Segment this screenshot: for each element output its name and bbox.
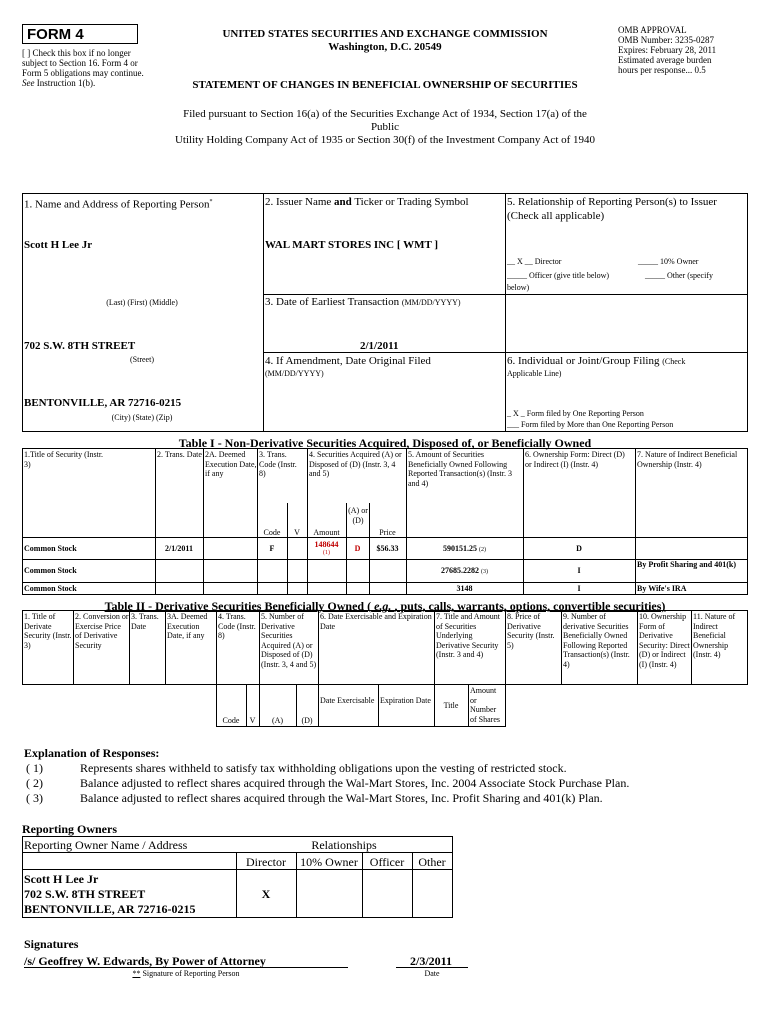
below-text: below) xyxy=(507,283,530,292)
t1-col3-header: 3. Trans. Code (Instr. 8) xyxy=(259,450,297,478)
t2-col7-header: 7. Title and Amount of Securities Underlying Derivative Security (Instr. 3 and 4) xyxy=(436,612,501,659)
table2-title-post: , puts, calls, warrants, options, convertible securities) xyxy=(394,599,666,613)
t1-sub-price: Price xyxy=(379,528,396,537)
box4-label: 4. If Amendment, Date Original Filed xyxy=(265,355,431,367)
filed-pursuant xyxy=(90,108,680,147)
t1-row1-amount xyxy=(307,540,346,556)
t1-row1-owned-fn: (2) xyxy=(479,547,486,553)
statement-title: STATEMENT OF CHANGES IN BENEFICIAL OWNERSHIP OF SECURITIES xyxy=(192,79,578,91)
box1-label xyxy=(24,196,212,212)
owner-col-director: Director xyxy=(246,855,286,869)
owner-director-mark: X xyxy=(261,887,271,901)
table2-title-eg: e.g. xyxy=(371,599,395,613)
see-word: See xyxy=(22,78,35,88)
signature-value: /s/ Geoffrey W. Edwards, By Power of Attorney xyxy=(24,954,266,968)
signature-caption xyxy=(24,969,348,979)
box2-label-pre: 2. Issuer Name xyxy=(265,196,335,208)
omb-line: OMB Number: 3235-0287 xyxy=(618,35,714,45)
t1-row1-date: 2/1/2011 xyxy=(164,544,193,553)
footnote-num: ( 1) xyxy=(26,761,43,775)
t1-sub-v: V xyxy=(294,528,300,537)
t1-row2-owned-value: 27685.2282 xyxy=(441,566,479,575)
t1-row3-title: Common Stock xyxy=(24,584,77,593)
reporting-owners-title: Reporting Owners xyxy=(22,822,117,836)
box2-label xyxy=(265,196,469,209)
signatures-title: Signatures xyxy=(24,937,79,951)
t2-col3a-header: 3A. Deemed Execution Date, if any xyxy=(167,612,208,640)
box1-label-text: 1. Name and Address of Reporting Person xyxy=(24,198,210,211)
one-person-filing: _ X _ Form filed by One Reporting Person xyxy=(507,409,644,418)
reporting-person-name: Scott H Lee Jr xyxy=(24,239,93,251)
t2-sub-exp: Expiration Date xyxy=(380,696,431,705)
t2-sub-a: (A) xyxy=(271,716,284,725)
t1-row1-code: F xyxy=(269,544,275,553)
officer-check: _____ Officer (give title below) xyxy=(507,271,610,280)
t1-row2-owned xyxy=(406,566,523,578)
owner-city: BENTONVILLE, AR 72716-0215 xyxy=(24,902,196,916)
t1-row1-form: D xyxy=(576,544,582,553)
t2-sub-amount: Amount or Number of Shares xyxy=(470,686,500,724)
signature-caption-mark: ** xyxy=(132,969,141,978)
box4-label-small: (MM/DD/YYYY) xyxy=(265,369,324,378)
director-check: __ X __ Director xyxy=(507,257,562,266)
issuer-name: WAL MART STORES INC [ WMT ] xyxy=(265,239,439,251)
t2-col10-header: 10. Ownership Form of Derivative Security: Direct (D) or Indirect (I) (Instr. 4) xyxy=(639,612,690,669)
t2-col5-header: 5. Number of Derivative Securities Acquired (A) or Disposed of (D) (Instr. 3, 4 and 5) xyxy=(261,612,317,669)
t2-sub-d: (D) xyxy=(301,716,313,725)
t1-row1-owned xyxy=(406,544,523,556)
t2-col6-header: 6. Date Exercisable and Expiration Date xyxy=(320,612,432,631)
footnote-num: ( 3) xyxy=(26,791,43,805)
owner-col-other: Other xyxy=(418,855,446,869)
t1-col1-header: 1.Title of Security (Instr. 3) xyxy=(24,450,104,469)
t2-col11-header: 11. Nature of Indirect Beneficial Ownership (Instr. 4) xyxy=(693,612,736,659)
form-title: FORM 4 xyxy=(27,26,84,43)
earliest-transaction-date: 2/1/2011 xyxy=(360,340,399,352)
footnote-text: Represents shares withheld to satisfy tax withholding obligations upon the vesting of restricted stock. xyxy=(80,761,567,775)
box3-label xyxy=(265,296,461,309)
agency-location: Washington, D.C. 20549 xyxy=(328,41,442,53)
t1-row3-form: I xyxy=(577,584,581,593)
signature-date: 2/3/2011 xyxy=(409,954,452,968)
omb-line: OMB APPROVAL xyxy=(618,25,687,35)
t1-row1-aord: D xyxy=(354,544,361,553)
t1-col2a-header: 2A. Deemed Execution Date, if any xyxy=(205,450,257,478)
t2-col2-header: 2. Conversion or Exercise Price of Derivative Security xyxy=(75,612,129,650)
form-title-box xyxy=(22,24,138,44)
check-box-text: [ ] Check this box if no longer subject to Section 16. Form 4 or Form 5 obligations may continue. xyxy=(22,48,144,78)
owner-col-ten-pct: 10% Owner xyxy=(300,855,358,869)
box2-label-and: and xyxy=(334,196,352,208)
t2-sub-v: V xyxy=(249,716,256,725)
ten-pct-check: _____ 10% Owner xyxy=(638,257,699,266)
t1-row1-amount-fn: (1) xyxy=(323,549,330,556)
t1-row3-owned: 3148 xyxy=(456,584,473,593)
filed-line: Public xyxy=(370,121,400,133)
t1-row2-form: I xyxy=(577,566,581,575)
t1-col6-header: 6. Ownership Form: Direct (D) or Indirect (I) (Instr. 4) xyxy=(525,450,625,469)
box6-label-text: 6. Individual or Joint/Group Filing xyxy=(507,355,660,367)
t2-col9-header: 9. Number of derivative Securities Beneficially Owned Following Reported Transaction(s) (Instr. 4) xyxy=(563,612,630,669)
box1-label-sup: * xyxy=(209,199,213,205)
owner-street: 702 S.W. 8TH STREET xyxy=(24,887,146,901)
t2-col3-header: 3. Trans. Date xyxy=(131,612,159,631)
t1-row2-title: Common Stock xyxy=(24,566,77,575)
t1-col5-header: 5. Amount of Securities Beneficially Owned Following Reported Transaction(s) (Instr. 3 and 4) xyxy=(408,450,512,488)
owner-col-name: Reporting Owner Name / Address xyxy=(24,838,188,852)
street-caption: (Street) xyxy=(130,355,154,364)
footnote-num: ( 2) xyxy=(26,776,43,790)
table2-title-pre: Table II - Derivative Securities Beneficially Owned ( xyxy=(104,599,372,613)
city-caption: (City) (State) (Zip) xyxy=(111,413,173,422)
t1-row1-owned-value: 590151.25 xyxy=(443,544,477,553)
t1-sub-aord: (A) or (D) xyxy=(348,506,368,525)
t1-col2-header: 2. Trans. Date xyxy=(157,450,202,459)
box5-label: 5. Relationship of Reporting Person(s) to Issuer xyxy=(507,196,717,208)
filed-line: Filed pursuant to Section 16(a) of the Securities Exchange Act of 1934, Section 17(a) of the xyxy=(183,108,587,120)
omb-line: Estimated average burden xyxy=(618,55,712,65)
omb-line: Expires: February 28, 2011 xyxy=(618,45,717,55)
reporting-person-city: BENTONVILLE, AR 72716-0215 xyxy=(24,397,182,409)
box3-label-small: (MM/DD/YYYY) xyxy=(401,298,461,307)
box3-label-text: 3. Date of Earliest Transaction xyxy=(265,296,400,308)
multi-person-filing: ___ Form filed by More than One Reporting Person xyxy=(507,420,674,429)
explanation-title: Explanation of Responses: xyxy=(24,746,160,760)
signature-caption-text: Signature of Reporting Person xyxy=(140,969,240,978)
reporting-person-street: 702 S.W. 8TH STREET xyxy=(24,340,136,352)
check-box-notice xyxy=(22,48,150,88)
t2-sub-title: Title xyxy=(443,701,459,710)
omb-line: hours per response... 0.5 xyxy=(618,65,706,75)
footnote-text: Balance adjusted to reflect shares acquired through the Wal-Mart Stores, Inc. 2004 Associate Stock Purchase Plan. xyxy=(80,776,630,790)
owner-col-relationships: Relationships xyxy=(311,838,377,852)
omb-approval xyxy=(618,25,768,75)
t1-sub-amount: Amount xyxy=(313,528,340,537)
t2-sub-code: Code xyxy=(222,716,240,725)
t1-row1-amount-value: 148644 xyxy=(314,540,339,549)
table1-title: Table I - Non-Derivative Securities Acquired, Disposed of, or Beneficially Owned xyxy=(178,436,592,450)
box6-label xyxy=(507,355,685,368)
footnote-text: Balance adjusted to reflect shares acquired through the Wal-Mart Stores, Inc. Profit Sharing and 401(k) Plan. xyxy=(80,791,603,805)
t1-row2-nature: By Profit Sharing and 401(k) xyxy=(637,560,736,569)
t1-row1-title: Common Stock xyxy=(24,544,77,553)
t2-col8-header: 8. Price of Derivative Security (Instr. 5) xyxy=(507,612,555,650)
t1-row2-owned-fn: (3) xyxy=(481,569,488,575)
t1-sub-code: Code xyxy=(263,528,281,537)
agency-name: UNITED STATES SECURITIES AND EXCHANGE COMMISSION xyxy=(222,28,548,40)
t2-col4-header: 4. Trans. Code (Instr. 8) xyxy=(218,612,256,640)
filed-line: Utility Holding Company Act of 1935 or Section 30(f) of the Investment Company Act of 1940 xyxy=(174,134,596,146)
t1-row1-price: $56.33 xyxy=(376,544,399,553)
other-check: _____ Other (specify xyxy=(645,271,713,280)
box6-label-small2: Applicable Line) xyxy=(507,369,562,378)
name-caption: (Last) (First) (Middle) xyxy=(106,298,178,307)
t1-col4-header: 4. Securities Acquired (A) or Disposed of (D) (Instr. 3, 4 and 5) xyxy=(309,450,402,478)
t1-row3-nature: By Wife's IRA xyxy=(637,584,687,593)
owner-name: Scott H Lee Jr xyxy=(24,872,99,886)
box2-label-post: Ticker or Trading Symbol xyxy=(351,196,469,208)
box5-sub: (Check all applicable) xyxy=(507,210,605,222)
t1-col7-header: 7. Nature of Indirect Beneficial Ownership (Instr. 4) xyxy=(637,450,738,469)
t2-col1-header: 1. Title of Derivate Security (Instr. 3) xyxy=(24,612,72,650)
box6-label-small: (Check xyxy=(662,357,686,366)
owner-col-officer: Officer xyxy=(369,855,405,869)
see-instruction: Instruction 1(b). xyxy=(36,78,96,88)
date-caption: Date xyxy=(424,969,440,978)
t2-sub-date-ex: Date Exercisable xyxy=(320,696,375,705)
